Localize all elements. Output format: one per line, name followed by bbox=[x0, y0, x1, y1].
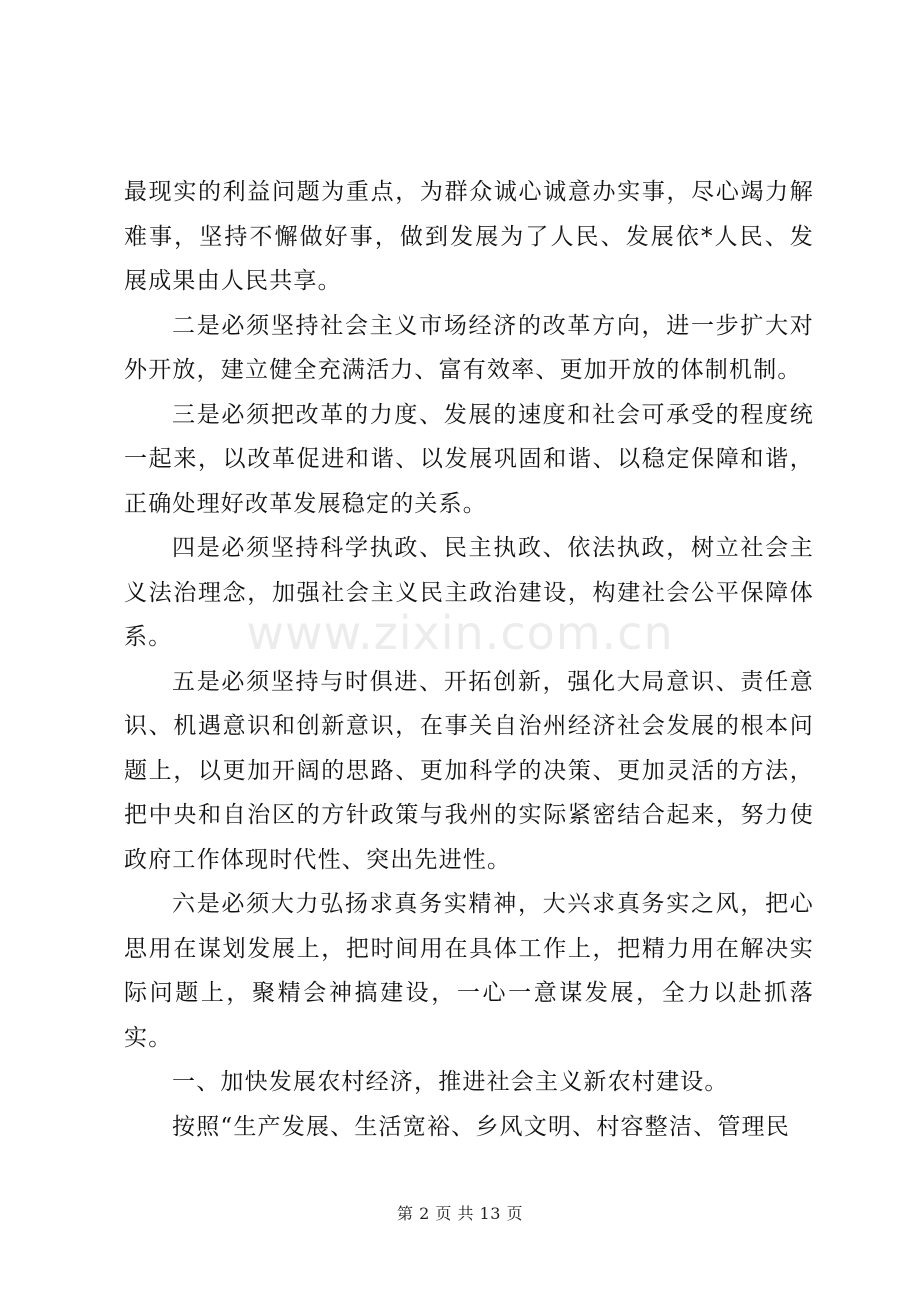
section-heading: 一、加快发展农村经济，推进社会主义新农村建设。 bbox=[172, 1069, 729, 1095]
page-footer: 第 2 页 共 13 页 bbox=[397, 1204, 523, 1223]
paragraph-2: 二是必须坚持社会主义市场经济的改革方向，进一步扩大对外开放，建立健全充满活力、富有效率、更加开放的体制机制。 bbox=[124, 312, 814, 383]
paragraph-6: 六是必须大力弘扬求真务实精神，大兴求真务实之风，把心思用在谋划发展上，把时间用在具体工作上，把精力用在解决实际问题上，聚精会神搞建设，一心一意谋发展，全力以赴抓落实。 bbox=[124, 891, 814, 1051]
paragraph-1: 最现实的利益问题为重点，为群众诚心诚意办实事，尽心竭力解难事，坚持不懈做好事，做到发展为了人民、发展依*人民、发展成果由人民共享。 bbox=[124, 179, 814, 294]
document-body bbox=[124, 170, 814, 1149]
paragraph-5: 五是必须坚持与时俱进、开拓创新，强化大局意识、责任意识、机遇意识和创新意识，在事关自治州经济社会发展的根本问题上，以更加开阔的思路、更加科学的决策、更加灵活的方法，把中央和自治区的方针政策与我州的实际紧密结合起来，努力使政府工作体现时代性、突出先进性。 bbox=[124, 668, 814, 873]
paragraph-3: 三是必须把改革的力度、发展的速度和社会可承受的程度统一起来，以改革促进和谐、以发展巩固和谐、以稳定保障和谐，正确处理好改革发展稳定的关系。 bbox=[124, 401, 814, 517]
paragraph-7: 按照“生产发展、生活宽裕、乡风文明、村容整洁、管理民 bbox=[172, 1113, 790, 1140]
paragraph-4: 四是必须坚持科学执政、民主执政、依法执政，树立社会主义法治理念，加强社会主义民主政治建设，构建社会公平保障体系。 bbox=[124, 535, 814, 650]
watermark: www.zixin.com.cn bbox=[246, 606, 674, 660]
